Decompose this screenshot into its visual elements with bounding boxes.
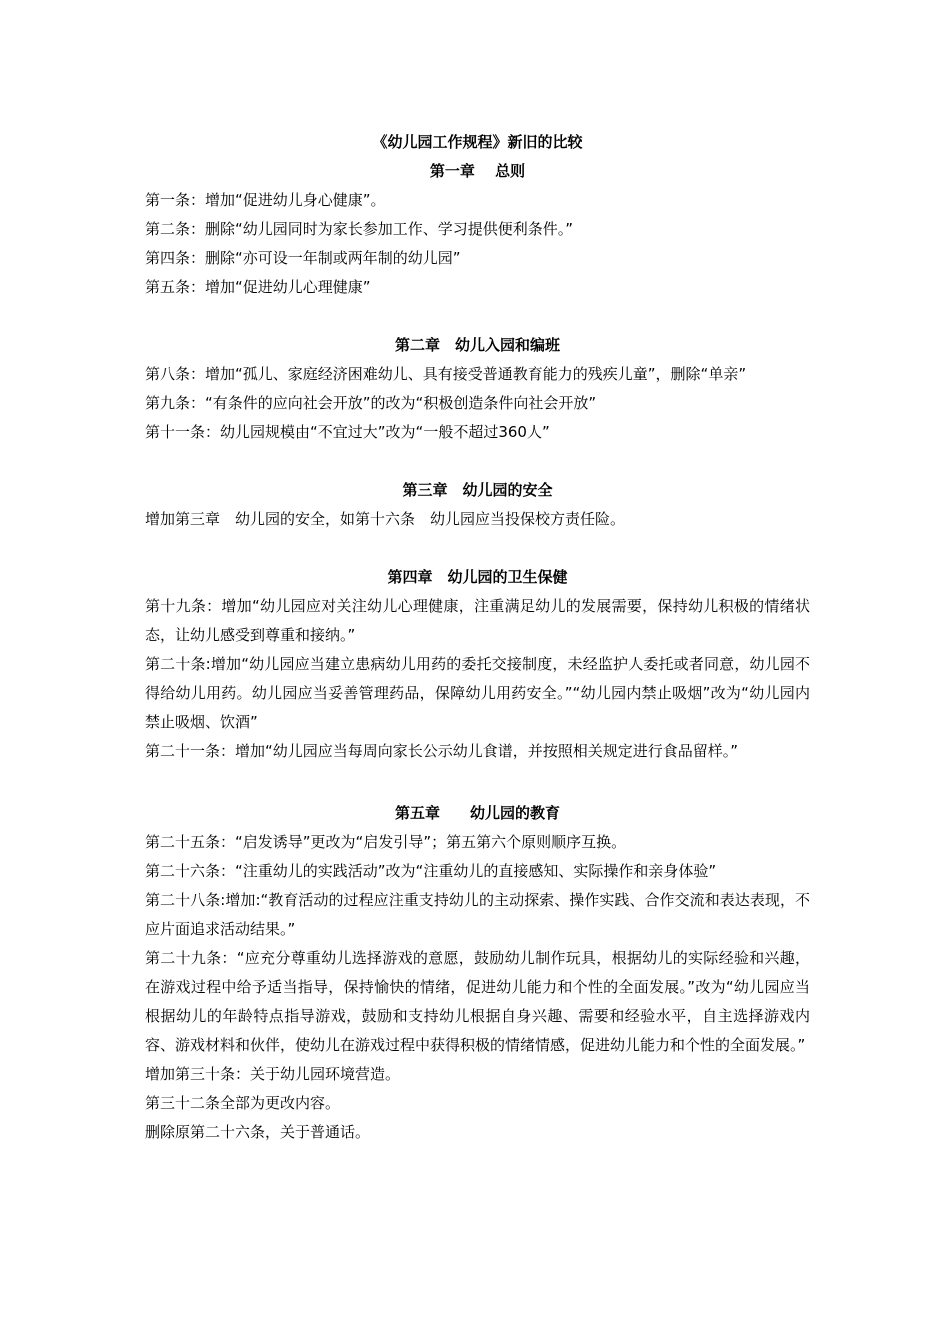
chapter-heading-3: 第三章 幼儿园的安全	[402, 481, 553, 499]
paragraph-article-5: 第五条：增加“促进幼儿心理健康”	[145, 278, 371, 296]
paragraph-article-1: 第一条：增加“促进幼儿身心健康”。	[145, 191, 386, 209]
paragraph-chapter-3-added: 增加第三章 幼儿园的安全，如第十六条 幼儿园应当投保校方责任险。	[145, 510, 626, 528]
paragraph-article-11: 第十一条：幼儿园规模由“不宜过大”改为“一般不超过360人”	[145, 423, 550, 441]
paragraph-article-9: 第九条：“有条件的应向社会开放”的改为“积极创造条件向社会开放”	[145, 394, 597, 412]
paragraph-article-30-added: 增加第三十条：关于幼儿园环境营造。	[145, 1065, 401, 1083]
paragraph-article-28: 第二十八条:增加:“教育活动的过程应注重支持幼儿的主动探索、操作实践、合作交流和表达表现，不应片面追求活动结果。”	[145, 891, 810, 938]
paragraph-article-32: 第三十二条全部为更改内容。	[145, 1094, 341, 1112]
paragraph-article-21: 第二十一条：增加“幼儿园应当每周向家长公示幼儿食谱，并按照相关规定进行食品留样。”	[145, 742, 739, 760]
chapter-heading-1: 第一章 总则	[429, 162, 526, 180]
paragraph-article-26-deleted: 删除原第二十六条，关于普通话。	[145, 1123, 371, 1141]
section-spacer	[145, 302, 810, 331]
paragraph-article-29: 第二十九条：“应充分尊重幼儿选择游戏的意愿，鼓励幼儿制作玩具，根据幼儿的实际经验和兴趣，在游戏过程中给予适当指导，保持愉快的情绪，促进幼儿能力和个性的全面发展。”改为“幼儿园应当根据幼儿的年龄特点指导游戏，鼓励和支持幼儿根据自身兴趣、需要和经验水平，自主选择游戏内容、游戏材料和伙伴，使幼儿在游戏过程中获得积极的情绪情感，促进幼儿能力和个性的全面发展。”	[145, 949, 810, 1054]
document-title: 《幼儿园工作规程》新旧的比较	[372, 133, 583, 151]
paragraph-article-20: 第二十条:增加“幼儿园应当建立患病幼儿用药的委托交接制度，未经监护人委托或者同意，幼儿园不得给幼儿用药。幼儿园应当妥善管理药品，保障幼儿用药安全。”“幼儿园内禁止吸烟”改为“幼儿园内禁止吸烟、饮酒”	[145, 655, 810, 731]
document-body	[145, 128, 810, 1147]
section-spacer	[145, 766, 810, 799]
chapter-heading-2: 第二章 幼儿入园和编班	[394, 336, 560, 354]
section-spacer	[145, 534, 810, 563]
section-spacer	[145, 447, 810, 476]
paragraph-article-4: 第四条：删除“亦可设一年制或两年制的幼儿园”	[145, 249, 461, 267]
chapter-heading-4: 第四章 幼儿园的卫生保健	[387, 568, 568, 586]
chapter-heading-5: 第五章 幼儿园的教育	[394, 804, 560, 822]
paragraph-article-2: 第二条：删除“幼儿园同时为家长参加工作、学习提供便利条件。”	[145, 220, 574, 238]
paragraph-article-19: 第十九条：增加“幼儿园应对关注幼儿心理健康，注重满足幼儿的发展需要，保持幼儿积极的情绪状态，让幼儿感受到尊重和接纳。”	[145, 597, 810, 644]
paragraph-article-26: 第二十六条：“注重幼儿的实践活动”改为“注重幼儿的直接感知、实际操作和亲身体验”	[145, 862, 717, 880]
paragraph-article-25: 第二十五条：“启发诱导”更改为“启发引导”；第五第六个原则顺序互换。	[145, 833, 627, 851]
paragraph-article-8: 第八条：增加“孤儿、家庭经济困难幼儿、具有接受普通教育能力的残疾儿童”，删除“单亲”	[145, 365, 747, 383]
